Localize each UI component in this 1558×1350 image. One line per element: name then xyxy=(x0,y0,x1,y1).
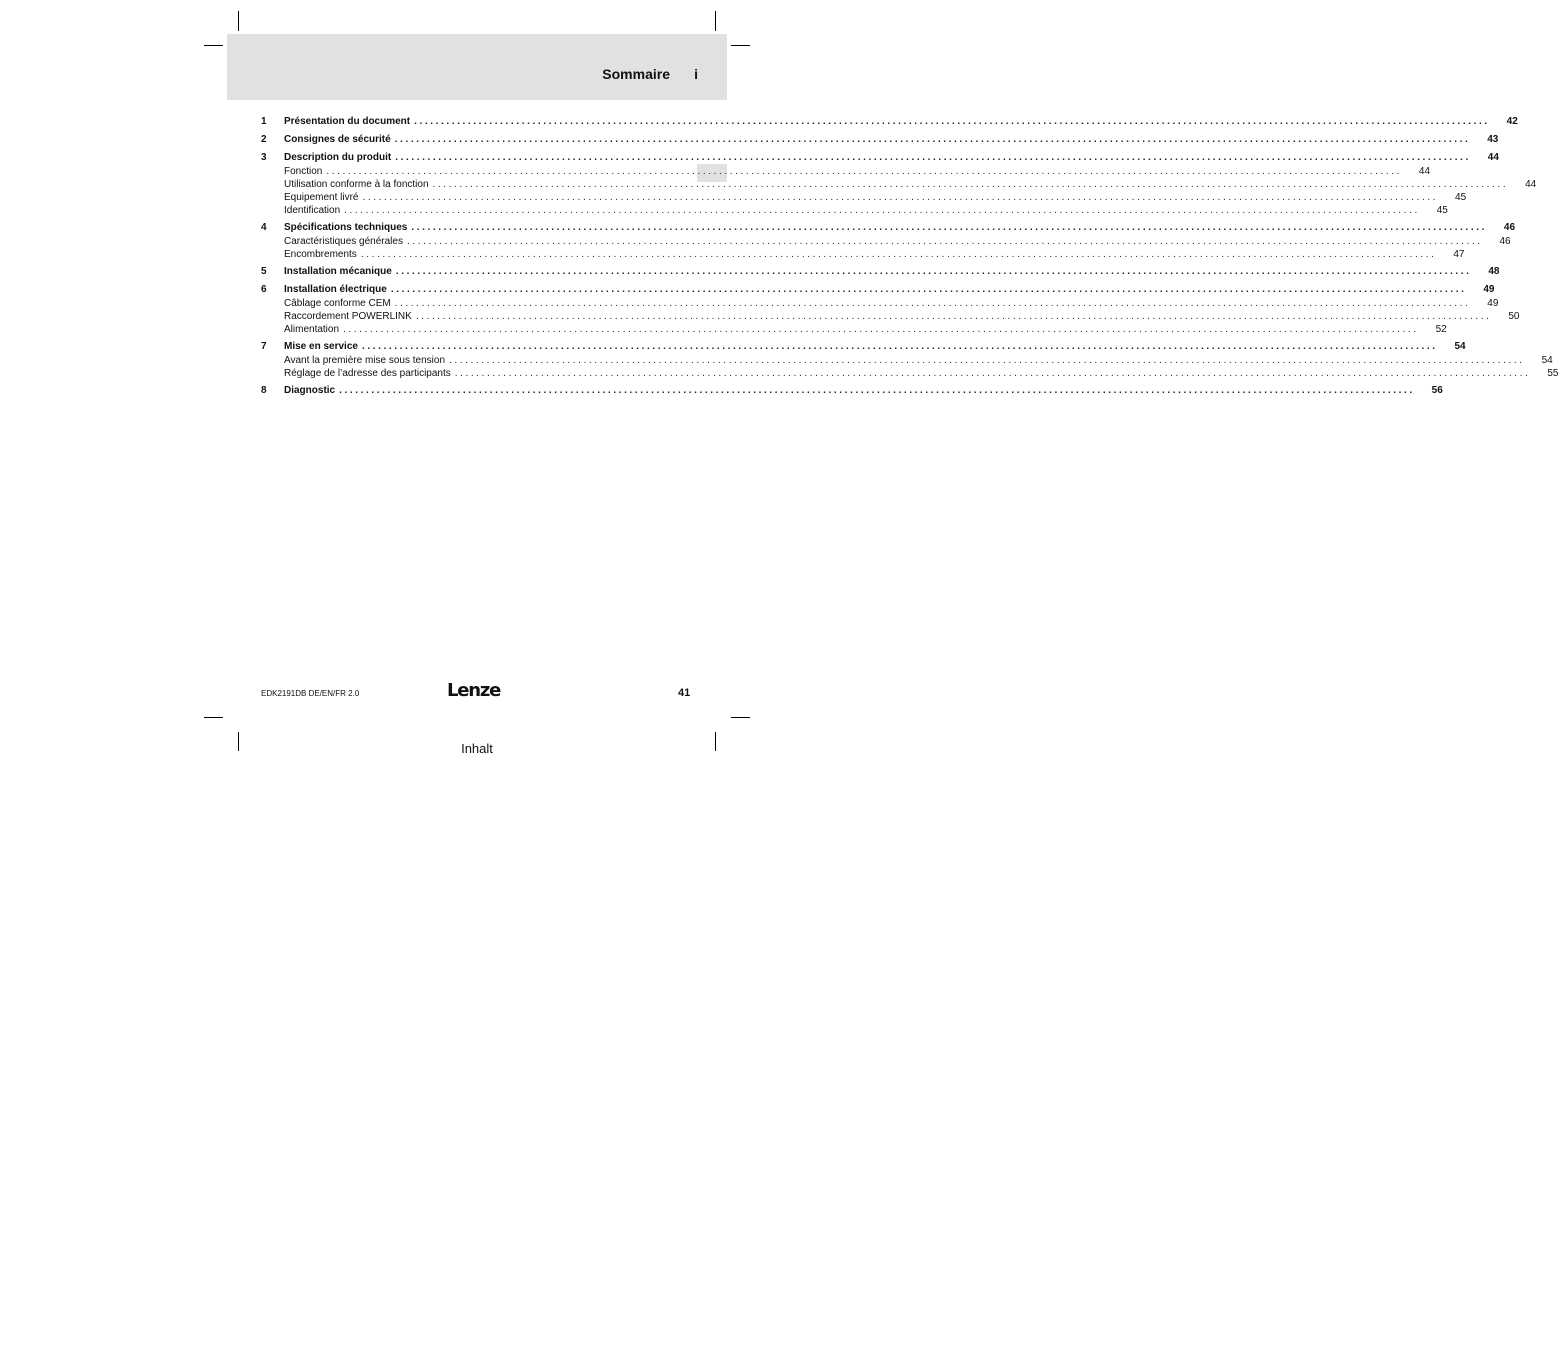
toc-entry-page: 48 xyxy=(1488,266,1500,277)
toc-subentry-title: Réglage de l’adresse des participants xyxy=(284,368,451,379)
toc-entry-page: 54 xyxy=(1454,341,1466,352)
toc-entry-page: 43 xyxy=(1487,134,1499,145)
toc-subentry-page: 44 xyxy=(1418,166,1431,177)
toc-subentry[interactable] xyxy=(261,235,1511,248)
toc-entry[interactable] xyxy=(261,221,1516,235)
toc-entry[interactable] xyxy=(261,133,1499,147)
toc-entry-number: 3 xyxy=(261,152,267,163)
toc-entry[interactable] xyxy=(261,283,1495,297)
toc-subentry[interactable] xyxy=(261,204,1448,217)
toc-subentry-page: 50 xyxy=(1508,311,1520,322)
lenze-logo: Lenze xyxy=(447,680,501,701)
toc-subentry[interactable] xyxy=(261,310,1520,323)
toc-subentry-page: 46 xyxy=(1499,236,1511,247)
dot-leader: ........................................................................................................................................................................................................ xyxy=(394,298,1471,309)
toc-entry-page: 46 xyxy=(1503,222,1516,233)
toc-subentry[interactable] xyxy=(261,367,1558,380)
dot-leader: ........................................................................................................................................................................................................ xyxy=(394,134,1471,145)
page-header xyxy=(227,34,727,100)
crop-mark xyxy=(238,11,239,31)
dot-leader: ........................................................................................................................................................................................................ xyxy=(395,152,1471,163)
toc-entry-page: 44 xyxy=(1487,152,1499,163)
toc-subentry-title: Alimentation xyxy=(284,324,340,335)
dot-leader: ........................................................................................................................................................................................................ xyxy=(411,222,1488,233)
toc-subentry[interactable] xyxy=(261,178,1537,191)
toc-subentry-title: Fonction xyxy=(284,166,323,177)
toc-entry[interactable] xyxy=(261,340,1466,354)
toc-entry[interactable] xyxy=(261,115,1518,129)
toc-entry-title: Consignes de sécurité xyxy=(284,134,391,145)
dot-leader: ........................................................................................................................................................................................................ xyxy=(360,249,1437,260)
crop-mark xyxy=(731,45,750,46)
dot-leader: ........................................................................................................................................................................................................ xyxy=(415,311,1492,322)
toc-subentry[interactable] xyxy=(261,191,1467,204)
dot-leader: ........................................................................................................................................................................................................ xyxy=(406,236,1483,247)
toc-subentry-title: Utilisation conforme à la fonction xyxy=(284,179,429,190)
dot-leader: ........................................................................................................................................................................................................ xyxy=(432,179,1509,190)
table-of-contents xyxy=(261,115,1558,398)
toc-subentry[interactable] xyxy=(261,248,1465,261)
dot-leader: ........................................................................................................................................................................................................ xyxy=(395,266,1472,277)
toc-subentry[interactable] xyxy=(261,354,1553,367)
toc-subentry-title: Avant la première mise sous tension xyxy=(284,355,446,366)
toc-entry-number: 8 xyxy=(261,385,267,396)
crop-mark xyxy=(731,717,750,718)
crop-mark xyxy=(204,717,223,718)
crop-mark xyxy=(715,11,716,31)
toc-subentry-title: Identification xyxy=(284,205,341,216)
toc-entry-title: Mise en service xyxy=(284,341,358,352)
toc-subentry-page: 45 xyxy=(1436,205,1448,216)
crop-mark xyxy=(204,45,223,46)
dot-leader: ........................................................................................................................................................................................................ xyxy=(414,116,1490,127)
dot-leader: ........................................................................................................................................................................................................ xyxy=(361,341,1438,352)
dot-leader: ........................................................................................................................................................................................................ xyxy=(344,205,1420,216)
page-number: 41 xyxy=(678,687,691,699)
toc-entry-title: Spécifications techniques xyxy=(284,222,408,233)
toc-entry-number: 2 xyxy=(261,134,267,145)
dot-leader: ........................................................................................................................................................................................................ xyxy=(449,355,1525,366)
caption: Inhalt xyxy=(461,741,493,756)
toc-entry-title: Installation mécanique xyxy=(284,266,392,277)
document-code: EDK2191DB DE/EN/FR 2.0 xyxy=(261,689,360,698)
toc-entry-page: 42 xyxy=(1506,116,1518,127)
page-title: Sommaire xyxy=(602,66,670,82)
toc-entry-number: 6 xyxy=(261,284,267,295)
toc-subentry-page: 54 xyxy=(1541,355,1553,366)
toc-entry-title: Présentation du document xyxy=(284,116,411,127)
dot-leader: ........................................................................................................................................................................................................ xyxy=(362,192,1439,203)
info-icon: i xyxy=(694,66,698,82)
toc-subentry-page: 52 xyxy=(1435,324,1447,335)
toc-subentry[interactable] xyxy=(261,165,1431,178)
toc-subentry[interactable] xyxy=(261,297,1499,310)
toc-subentry-page: 45 xyxy=(1455,192,1467,203)
toc-entry[interactable] xyxy=(261,151,1499,165)
toc-entry-number: 4 xyxy=(261,222,267,233)
toc-entry-number: 5 xyxy=(261,266,267,277)
toc-entry-title: Diagnostic xyxy=(284,385,336,396)
toc-subentry-title: Caractéristiques générales xyxy=(284,236,403,247)
toc-entry-number: 7 xyxy=(261,341,267,352)
toc-entry[interactable] xyxy=(261,265,1500,279)
toc-subentry-title: Equipement livré xyxy=(284,192,359,203)
toc-entry-page: 56 xyxy=(1431,385,1443,396)
toc-subentry-title: Encombrements xyxy=(284,249,357,260)
dot-leader: ........................................................................................................................................................................................................ xyxy=(339,385,1415,396)
dot-leader: ........................................................................................................................................................................................................ xyxy=(326,166,1403,177)
toc-subentry[interactable] xyxy=(261,323,1447,336)
toc-subentry-page: 47 xyxy=(1453,249,1465,260)
toc-subentry-title: Raccordement POWERLINK xyxy=(284,311,412,322)
dot-leader: ........................................................................................................................................................................................................ xyxy=(454,368,1531,379)
dot-leader: ........................................................................................................................................................................................................ xyxy=(390,284,1467,295)
toc-entry-title: Installation électrique xyxy=(284,284,387,295)
toc-subentry-page: 55 xyxy=(1547,368,1558,379)
toc-subentry-page: 49 xyxy=(1487,298,1499,309)
dot-leader: ........................................................................................................................................................................................................ xyxy=(343,324,1419,335)
toc-subentry-title: Câblage conforme CEM xyxy=(284,298,391,309)
toc-entry-number: 1 xyxy=(261,116,267,127)
toc-entry-page: 49 xyxy=(1483,284,1495,295)
toc-entry-title: Description du produit xyxy=(284,152,392,163)
toc-entry[interactable] xyxy=(261,384,1443,398)
toc-subentry-page: 44 xyxy=(1525,179,1537,190)
